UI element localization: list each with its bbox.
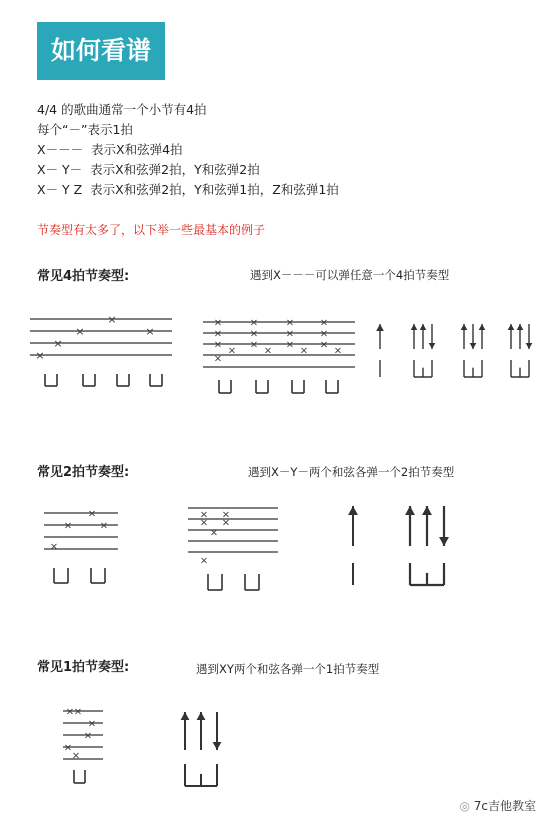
tab-x-mark: × [83,730,93,742]
up-arrow-icon [348,506,358,515]
watermark [459,797,536,814]
down-arrow-icon [439,537,449,546]
tab-x-mark: × [319,317,329,329]
section-4beat-note: 遇到X－－－可以弹任意一个4拍节奏型 [250,268,450,282]
tab-x-mark: × [107,312,117,326]
tab-x-mark: × [199,509,209,521]
intro-line-1: 4/4 的歌曲通常一个小节有4拍 [37,102,207,117]
up-arrow-icon [197,712,206,720]
tab-x-mark: × [145,324,155,338]
up-arrow-icon [517,324,524,330]
tab-x-mark: × [213,339,223,351]
down-arrow-icon [526,343,533,349]
tab-x-mark: × [285,317,295,329]
tab-x-mark: × [213,317,223,329]
tab-x-mark: × [249,339,259,351]
tab-x-mark: × [221,517,231,529]
tab-x-mark: × [319,328,329,340]
tab-x-mark: × [65,706,75,718]
up-arrow-icon [405,506,415,515]
up-arrow-icon [181,712,190,720]
tab-x-mark: × [227,345,237,357]
tab-x-mark: × [249,317,259,329]
up-arrow-icon [376,324,384,331]
tab-x-mark: × [249,328,259,340]
intro-line-3: X－－－ 表示X和弦弹4拍 [37,142,183,157]
up-arrow-icon [411,324,418,330]
tab-x-mark: × [319,339,329,351]
tab-x-mark: × [75,324,85,338]
tab-x-mark: × [35,348,45,362]
down-arrow-icon [429,343,436,349]
tab-x-mark: × [87,718,97,730]
section-2beat-heading: 常见2拍节奏型: [37,465,130,480]
red-note: 节奏型有太多了，以下举一些最基本的例子 [37,223,266,237]
up-arrow-icon [420,324,427,330]
up-arrow-icon [461,324,468,330]
up-arrow-icon [422,506,432,515]
tab-x-mark: × [333,345,343,357]
tab-x-mark: × [63,742,73,754]
page-title: 如何看谱 [37,22,165,80]
section-2beat-note: 遇到X－Y－两个和弦各弹一个2拍节奏型 [248,465,455,479]
tab-x-mark: × [209,527,219,539]
tab-x-mark: × [285,328,295,340]
intro-line-4: X－ Y－ 表示X和弦弹2拍，Y和弦弹2拍 [37,162,260,177]
wechat-icon: ◎ [459,799,470,813]
tab-x-mark: × [99,520,109,532]
intro-line-2: 每个“－”表示1拍 [37,122,133,137]
tab-x-mark: × [285,339,295,351]
up-arrow-icon [508,324,515,330]
tab-x-mark: × [299,345,309,357]
up-arrow-icon [479,324,486,330]
tab-x-mark: × [199,517,209,529]
tab-x-mark: × [221,509,231,521]
tab-x-mark: × [213,328,223,340]
tab-x-mark: × [199,555,209,567]
tab-x-mark: × [73,706,83,718]
intro-line-5: X－ Y Z 表示X和弦弹2拍，Y和弦弹1拍，Z和弦弹1拍 [37,182,339,197]
tab-x-mark: × [263,345,273,357]
down-arrow-icon [213,742,222,750]
section-1beat-note: 遇到XY两个和弦各弹一个1拍节奏型 [196,662,380,676]
section-4beat-heading: 常见4拍节奏型: [37,269,130,284]
tab-x-mark: × [71,750,81,762]
watermark-text: 7c吉他教室 [473,799,536,813]
down-arrow-icon [470,343,477,349]
tab-x-mark: × [213,353,223,365]
tab-x-mark: × [63,520,73,532]
tab-x-mark: × [87,508,97,520]
tab-x-mark: × [53,336,63,350]
section-1beat-heading: 常见1拍节奏型: [37,660,130,675]
tab-x-mark: × [49,541,59,553]
